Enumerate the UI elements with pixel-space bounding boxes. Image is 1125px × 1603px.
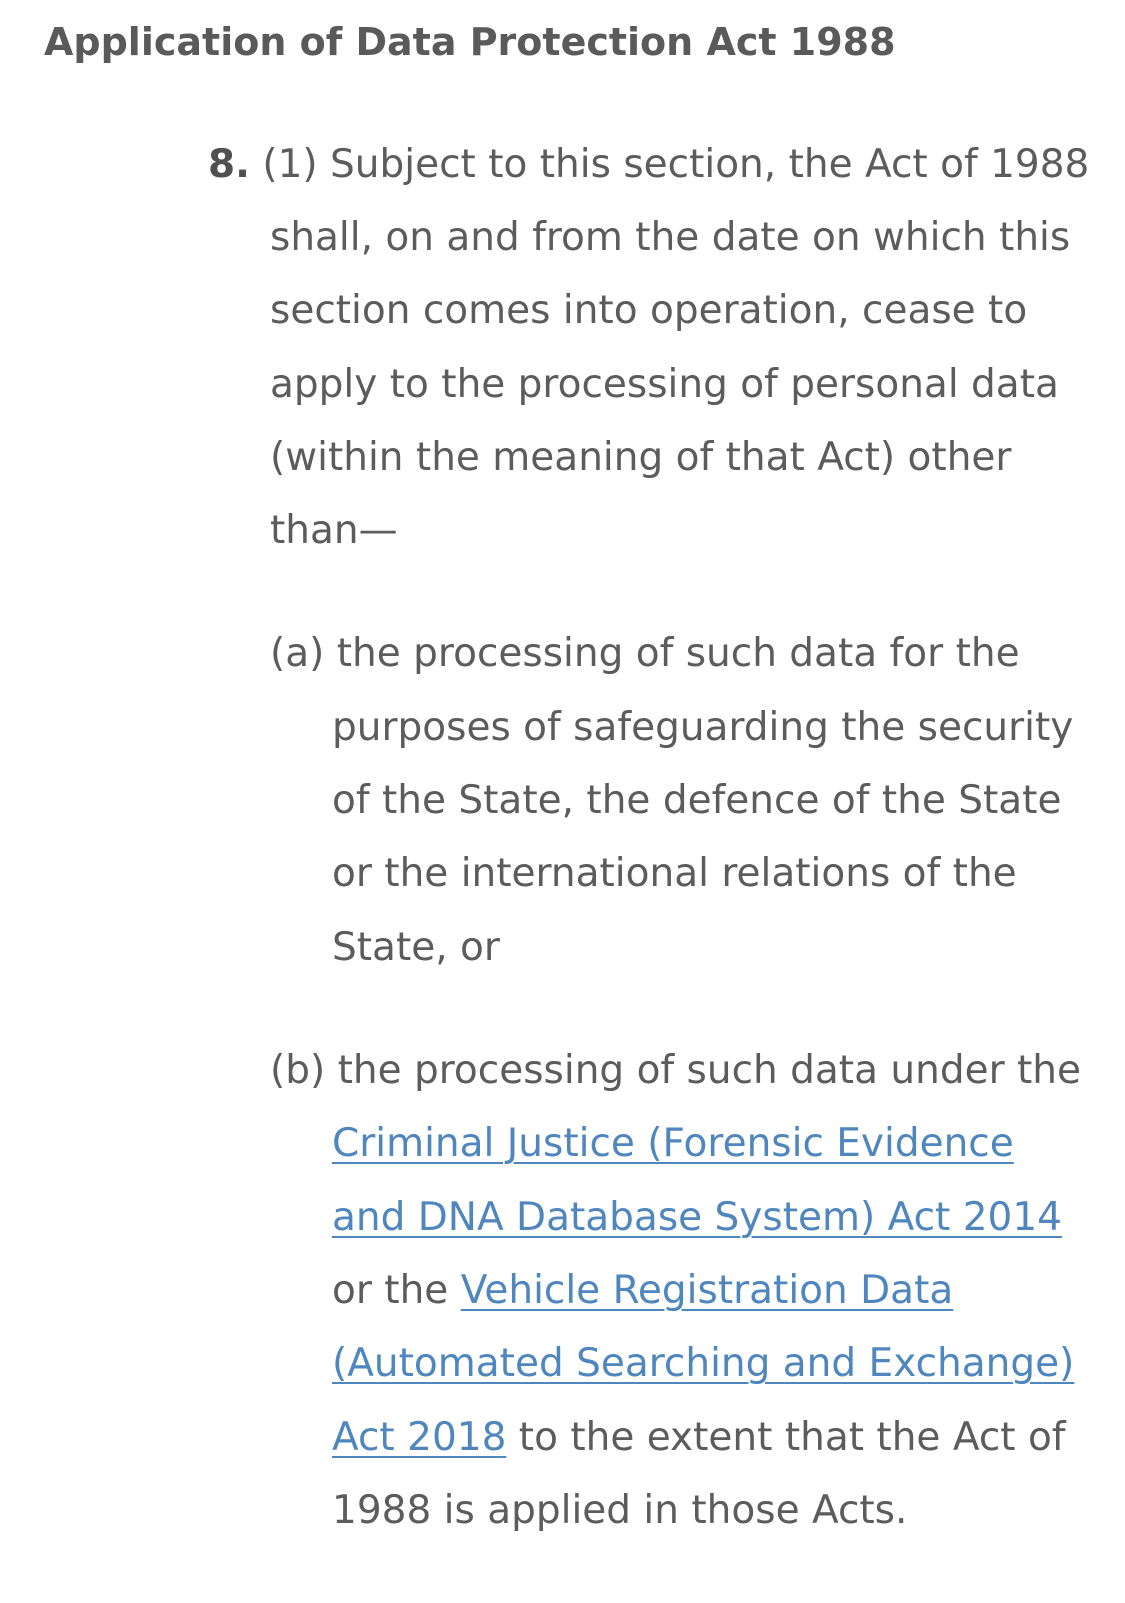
section-text-line: apply to the processing of personal data xyxy=(270,362,1059,407)
paragraph-a-line: or the international relations of the xyxy=(332,851,1017,896)
paragraph-b-text: the processing of such data under the xyxy=(337,1048,1082,1093)
criminal-justice-act-link[interactable]: and DNA Database System) Act 2014 xyxy=(332,1195,1062,1240)
section-number: 8. xyxy=(208,142,250,187)
section-text-line: Subject to this section, the Act of 1988 xyxy=(330,142,1090,187)
section-heading: Application of Data Protection Act 1988 xyxy=(44,20,896,64)
paragraph-b-first-line xyxy=(270,1043,1081,1099)
paragraph-a-line: State, or xyxy=(332,925,500,970)
section-text-line: than— xyxy=(270,508,398,553)
subsection-label: (1) xyxy=(262,142,318,187)
paragraph-b-line xyxy=(332,1263,953,1319)
paragraph-b-line xyxy=(332,1410,1066,1466)
paragraph-a-line: of the State, the defence of the State xyxy=(332,778,1062,823)
vehicle-registration-act-link-line xyxy=(332,1336,1074,1392)
criminal-justice-act-link-line xyxy=(332,1116,1014,1172)
section-text-line: section comes into operation, cease to xyxy=(270,288,1028,333)
paragraph-a-text: the processing of such data for the xyxy=(336,631,1020,676)
vehicle-registration-act-link[interactable]: Vehicle Registration Data xyxy=(460,1268,954,1313)
vehicle-registration-act-link[interactable]: (Automated Searching and Exchange) xyxy=(332,1341,1075,1386)
paragraph-a-first-line xyxy=(270,626,1020,682)
vehicle-registration-act-link[interactable]: Act 2018 xyxy=(332,1415,507,1460)
paragraph-b-tail-text: to the extent that the Act of xyxy=(518,1415,1066,1460)
paragraph-b-line: 1988 is applied in those Acts. xyxy=(332,1488,908,1533)
criminal-justice-act-link-line xyxy=(332,1190,1062,1246)
section-text-line: (within the meaning of that Act) other xyxy=(270,435,1012,480)
criminal-justice-act-link[interactable]: Criminal Justice (Forensic Evidence xyxy=(332,1121,1014,1166)
paragraph-b-label: (b) xyxy=(270,1048,326,1093)
paragraph-a-label: (a) xyxy=(270,631,325,676)
or-the-text: or the xyxy=(332,1268,449,1313)
section-first-line xyxy=(208,137,1089,193)
paragraph-a-line: purposes of safeguarding the security xyxy=(332,705,1074,750)
section-text-line: shall, on and from the date on which this xyxy=(270,215,1071,260)
